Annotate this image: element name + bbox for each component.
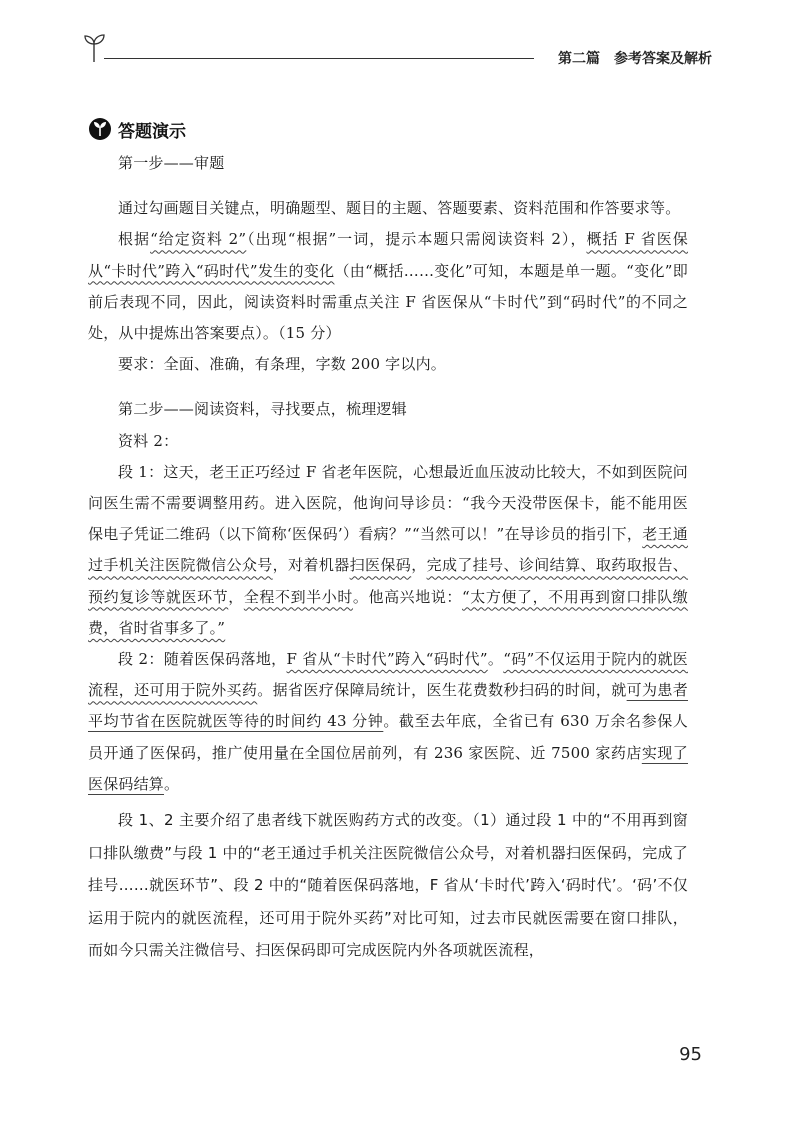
section-title: 第二篇 参考答案及解析: [558, 51, 712, 67]
text-run: 。据省医疗保障局统计，医生花费数秒扫码的时间，就: [257, 681, 627, 700]
text-run: ，: [411, 556, 427, 575]
underlined-text: 扫医保码: [349, 556, 412, 575]
demo-heading: [88, 116, 186, 142]
text-run: 段 2：随着医保码落地，: [118, 650, 287, 669]
text-run: 。截至去年底，全省已有 630 万余名参保人员开通了医保码，推广使用量在全国位居前列，有 236 家医院、近 7500 家药店: [88, 712, 688, 762]
step1-heading: 第一步——审题: [118, 154, 225, 172]
step1-paragraph-1: 通过勾画题目关键点，明确题型、题目的主题、答题要素、资料范围和作答要求等。: [118, 199, 681, 218]
leaf-badge-icon: [88, 117, 112, 141]
analysis-paragraph: 段 1、2 主要介绍了患者线下就医购药方式的改变。（1）通过段 1 中的“不用再到窗口排队缴费”与段 1 中的“老王通过手机关注医院微信公众号，对着机器扫医保码，完成了挂号……就医环节”、段 2 中的“随着医保码落地，F 省从‘卡时代’跨入‘码时代’。‘码’不仅运用于院内的就医流程，还可用于院外买药”对比可知，过去市民就医需要在窗口排队，而如今只需关注微信号、扫医保码即可完成医院内外各项就医流程，: [88, 811, 688, 960]
main-content: [88, 148, 688, 967]
page-header: [82, 30, 712, 70]
demo-title: 答题演示: [118, 121, 186, 142]
text-run: 。: [487, 650, 504, 669]
underlined-text: “给定资料 2”: [150, 230, 247, 249]
text-run: 段 1：这天，老王正巧经过 F 省老年医院，心想最近血压波动比较大，不如到医院问问医生需不需要调整用药。进入医院，他询问导诊员：“我今天没带医保卡，能不能用医保电子凭证二维码（以下简称‘医保码’）看病？”“当然可以！”在导诊员的指引下，: [88, 462, 688, 544]
text-run: 。: [164, 774, 180, 793]
text-run: ，对着机器: [272, 556, 350, 575]
text-run: 根据: [118, 230, 151, 249]
text-run: ，: [228, 587, 244, 606]
underlined-text: 全程不到半小时: [243, 587, 353, 606]
underlined-text: 实现了医保码结算: [88, 743, 688, 793]
segment-2: [88, 644, 688, 800]
text-run: （出现“根据”一词，提示本题只需阅读资料 2），: [246, 230, 587, 249]
underlined-text: 概括 F 省医保从“卡时代”跨入“码时代”发生的变化: [88, 230, 689, 280]
underlined-text: 老王通过手机关注医院微信公众号: [88, 525, 688, 575]
text-run: 。他高兴地说：: [352, 587, 462, 606]
underlined-text: “太方便了，不用再到窗口排队缴费，省时省事多了。”: [88, 587, 689, 637]
step1-requirement: 要求：全面、准确，有条理，字数 200 字以内。: [118, 355, 446, 374]
underlined-text: “码”不仅运用于院内的就医流程，还可用于院外买药: [88, 650, 688, 700]
underlined-text: F 省从“卡时代”跨入“码时代”: [286, 650, 488, 669]
page-number: 95: [679, 1044, 702, 1065]
material-label: 资料 2：: [118, 431, 179, 450]
step1-paragraph-2: [88, 224, 688, 349]
underlined-text: 可为患者平均节省在医院就医等待的时间约 43 分钟: [88, 681, 688, 731]
underlined-text: 完成了挂号、诊间结算、取药取报告、预约复诊等就医环节: [88, 556, 688, 606]
header-rule: [104, 58, 534, 59]
step2-heading: 第二步——阅读资料，寻找要点，梳理逻辑: [118, 400, 407, 419]
text-run: （由“概括……变化”可知，本题是单一题。“变化”即前后表现不同，因此，阅读资料时需重点关注 F 省医保从“卡时代”到“码时代”的不同之处，从中提炼出答案要点）。（15 分）: [88, 261, 688, 343]
segment-1: [88, 457, 688, 644]
